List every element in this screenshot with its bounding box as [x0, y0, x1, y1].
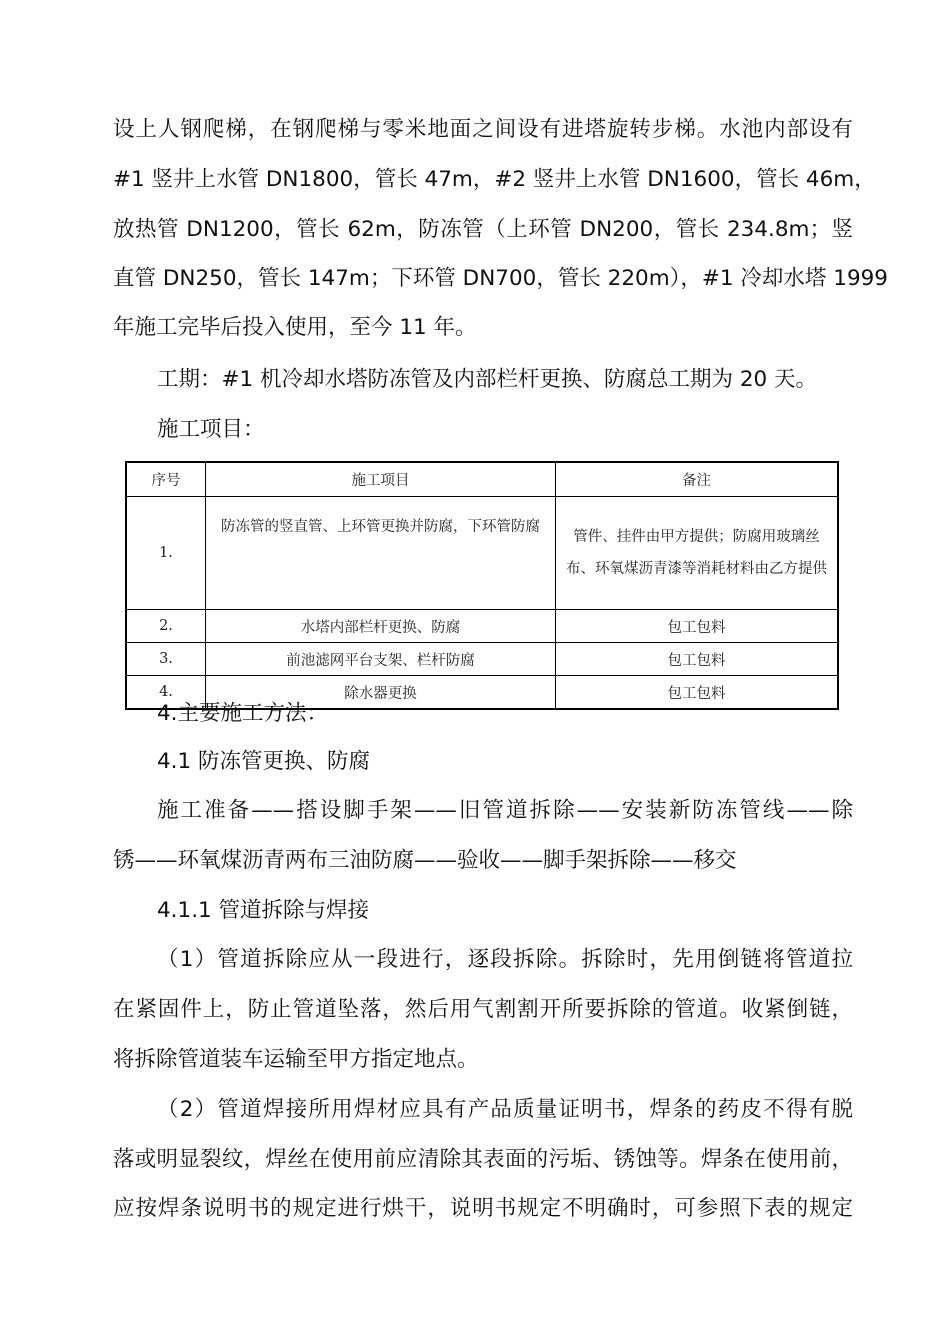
intro-line-4: 直管 DN250，管长 147m；下环管 DN700，管长 220m），#1 冷却水塔 1999 [113, 266, 888, 291]
item-2-line-2: 落或明显裂纹，焊丝在使用前应清除其表面的污垢、锈蚀等。焊条在使用前， [113, 1147, 853, 1172]
row-item: 水塔内部栏杆更换、防腐 [206, 610, 556, 643]
row-no: 3. [126, 643, 206, 676]
row-note: 管件、挂件由甲方提供；防腐用玻璃丝布、环氧煤沥青漆等消耗材料由乙方提供 [556, 497, 839, 610]
intro-line-2: #1 竖井上水管 DN1800，管长 47m，#2 竖井上水管 DN1600，管长 46m， [113, 167, 876, 192]
row-note: 包工包料 [556, 610, 839, 643]
project-heading: 施工项目： [157, 417, 265, 442]
intro-line-1: 设上人钢爬梯，在钢爬梯与零米地面之间设有进塔旋转步梯。水池内部设有 [113, 117, 853, 142]
process-flow-line-1: 施工准备——搭设脚手架——旧管道拆除——安装新防冻管线——除 [157, 798, 853, 823]
row-no: 1. [126, 497, 206, 610]
row-item: 除水器更换 [206, 676, 556, 710]
row-item: 前池滤网平台支架、栏杆防腐 [206, 643, 556, 676]
header-no: 序号 [126, 462, 206, 497]
item-1-line-2: 在紧固件上，防止管道坠落，然后用气割割开所要拆除的管道。收紧倒链， [113, 997, 853, 1022]
header-note: 备注 [556, 462, 839, 497]
table-row [126, 610, 838, 643]
project-table [125, 461, 839, 710]
row-no: 2. [126, 610, 206, 643]
process-flow-line-2: 锈——环氧煤沥青两布三油防腐——验收——脚手架拆除——移交 [113, 848, 737, 873]
item-1-line-1: （1）管道拆除应从一段进行，逐段拆除。拆除时，先用倒链将管道拉 [157, 947, 853, 972]
table-header-row [126, 462, 838, 497]
section-4-heading: 4.主要施工方法： [157, 701, 329, 726]
section-4-1-heading: 4.1 防冻管更换、防腐 [157, 749, 371, 774]
row-no: 4. [126, 676, 206, 710]
table-row [126, 643, 838, 676]
header-item: 施工项目 [206, 462, 556, 497]
row-item: 防冻管的竖直管、上环管更换并防腐，下环管防腐 [206, 497, 556, 610]
schedule-text: 工期：#1 机冷却水塔防冻管及内部栏杆更换、防腐总工期为 20 天。 [157, 367, 818, 392]
table-row [126, 497, 838, 610]
intro-line-3: 放热管 DN1200，管长 62m，防冻管（上环管 DN200，管长 234.8m；竖 [113, 217, 853, 242]
item-2-line-1: （2）管道焊接所用焊材应具有产品质量证明书，焊条的药皮不得有脱 [157, 1097, 853, 1122]
item-1-line-3: 将拆除管道装车运输至甲方指定地点。 [113, 1047, 479, 1072]
row-note: 包工包料 [556, 676, 839, 710]
intro-line-5: 年施工完毕后投入使用，至今 11 年。 [113, 315, 477, 340]
section-4-1-1-heading: 4.1.1 管道拆除与焊接 [157, 898, 370, 923]
item-2-line-3: 应按焊条说明书的规定进行烘干，说明书规定不明确时，可参照下表的规定 [113, 1196, 853, 1221]
row-note: 包工包料 [556, 643, 839, 676]
